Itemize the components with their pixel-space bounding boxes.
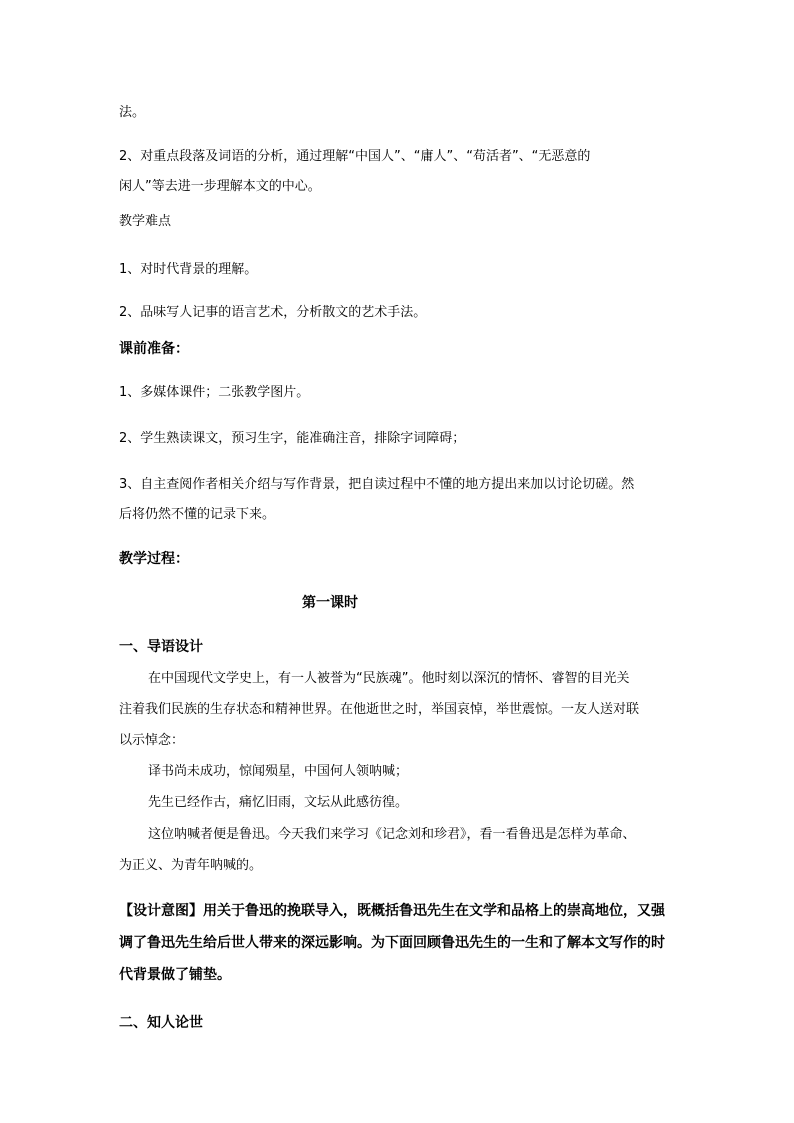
section-heading-prep: 课前准备：	[119, 341, 189, 357]
text-line: 这位呐喊者便是鲁迅。今天我们来学习《记念刘和珍君》，看一看鲁迅是怎样为革命、	[148, 827, 636, 842]
couplet-line: 先生已经作古，痛忆旧雨，文坛从此感彷徨。	[148, 795, 409, 810]
section-heading-intro: 一、导语设计	[119, 639, 203, 655]
text-line: 后将仍然不懂的记录下来。	[119, 507, 276, 522]
section-heading-background: 二、知人论世	[119, 1015, 203, 1031]
design-intent-line: 调了鲁迅先生给后世人带来的深远影响。为下面回顾鲁迅先生的一生和了解本文写作的时	[119, 935, 665, 951]
text-line: 1、对时代背景的理解。	[119, 262, 258, 277]
text-line: 在中国现代文学史上，有一人被誉为“民族魂”。他时刻以深沉的情怀、睿智的目光关	[148, 671, 630, 686]
text-line: 以示悼念：	[119, 733, 185, 748]
lesson-title: 第一课时	[302, 595, 358, 611]
design-intent-line: 代背景做了铺垫。	[119, 967, 231, 983]
text-line: 法。	[119, 105, 146, 120]
design-intent-line: 【设计意图】用关于鲁迅的挽联导入，既概括鲁迅先生在文学和品格上的崇高地位，又强	[119, 903, 665, 919]
text-line: 3、自主查阅作者相关介绍与写作背景，把自读过程中不懂的地方提出来加以讨论切磋。然	[119, 477, 635, 492]
text-line: 1、多媒体课件；二张教学图片。	[119, 385, 310, 400]
text-line: 闲人”等去进一步理解本文的中心。	[119, 179, 321, 194]
couplet-line: 译书尚未成功，惊闻殒星，中国何人领呐喊；	[148, 764, 409, 779]
text-line: 教学难点	[119, 214, 172, 229]
text-line: 2、学生熟读课文，预习生字，能准确注音，排除字词障碍；	[119, 431, 466, 446]
text-line: 注着我们民族的生存状态和精神世界。在他逝世之时，举国哀悼，举世震惊。一友人送对联	[119, 702, 640, 717]
text-line: 为正义、为青年呐喊的。	[119, 858, 263, 873]
text-line: 2、品味写人记事的语言艺术，分析散文的艺术手法。	[119, 305, 427, 320]
section-heading-process: 教学过程：	[119, 551, 189, 567]
text-line: 2、对重点段落及词语的分析，通过理解“中国人”、“庸人”、“苟活者”、“无恶意的	[119, 149, 591, 164]
